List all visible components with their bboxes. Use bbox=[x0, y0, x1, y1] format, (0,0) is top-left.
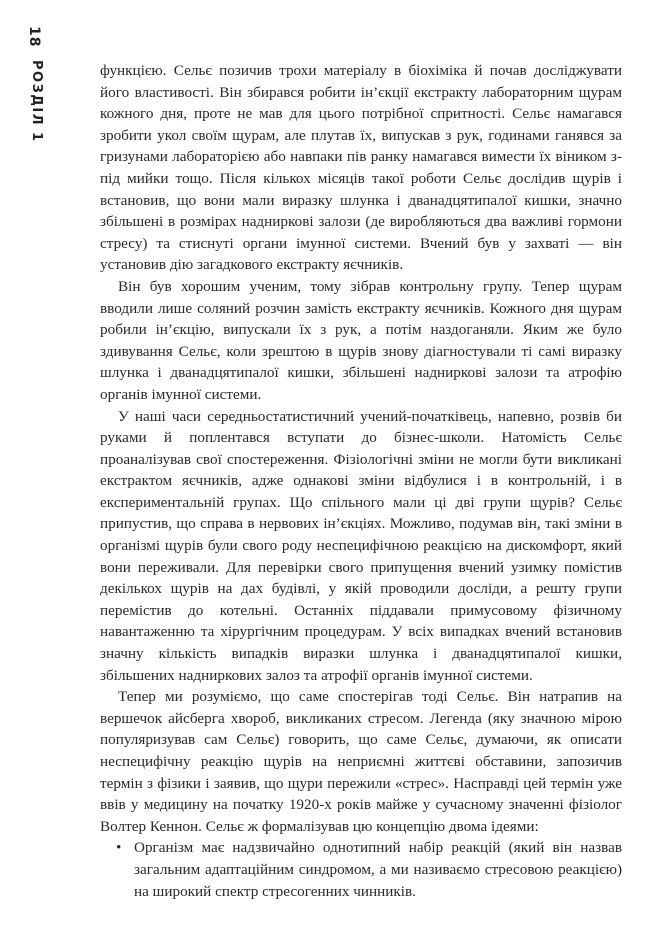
paragraph-3: У наші часи середньостатистичний учений-початківець, напевно, розвів би руками й поплентався вступати до бізнес-школи. Натомість Сельє проаналізував свої спостереження. Фізіологічні зміни не могли бути викликані екстрактом яєчників, адже однакові зміни відбулися і в контрольній, і в експериментальній групах. Що спільного мали ці дві групи щурів? Сельє припустив, що справа в нервових ін’єкціях. Можливо, подумав він, такі зміни в організмі щурів були свого роду неспецифічною реакцією на дискомфорт, який вони переживали. Для перевірки свого припущення вчений узимку помістив декількох щурів на дах будівлі, у якій проводили досліди, а решту групи перемістив до котельні. Останніх піддавали примусовому фізичному навантаженню та хірургічним процедурам. У всіх випадках вчений встановив значну кількість випадків виразки шлунка і дванадцятипалої кишки, збільшених надниркових залоз та атрофії органів імунної системи. bbox=[100, 407, 622, 684]
bullet-list bbox=[100, 837, 622, 902]
text-body bbox=[100, 60, 622, 902]
bullet-item bbox=[100, 837, 622, 902]
section-label: РОЗДІЛ 1 bbox=[29, 60, 44, 143]
page-number: 18 bbox=[26, 26, 42, 48]
paragraph-2: Він був хорошим ученим, тому зібрав контрольну групу. Тепер щурам вводили лише соляний розчин замість екстракту яєчників. Кожного дня щурам робили ін’єкцію, випускали їх з рук, а потім наздоганяли. Яким же було здивування Сельє, коли зрештою в щурів знову діагностували ті самі виразку шлунка і дванадцятипалої кишки, збільшені надниркові залози та атрофію органів імунної системи. bbox=[100, 277, 622, 403]
paragraph-4: Тепер ми розуміємо, що саме спостерігав тоді Сельє. Він натрапив на вершечок айсберга хвороб, викликаних стресом. Легенда (яку значною мірою популяризував сам Сельє) говорить, що саме Сельє, думаючи, як описати неспецифічну реакцію щурів на неприємні життєві обставини, запозичив термін з фізики і заявив, що щури пережили «стрес». Насправді цей термін уже ввів у медицину на початку 1920-х років майже у сучасному значенні фізіолог Волтер Кеннон. Сельє ж формалізував цю концепцію двома ідеями: bbox=[100, 688, 622, 835]
bullet-text: Організм має надзвичайно однотипний набір реакцій (який він назвав загальним адаптаційним синдромом, а ми називаємо стресовою реакцією) на широкий спектр стресогенних чинників. bbox=[134, 839, 622, 900]
paragraph-1: функцією. Сельє позичив трохи матеріалу в біохіміка й почав досліджувати його властивості. Він збирався робити ін’єкції екстракту лабораторним щурам кожного дня, проте не мав для цього потрібної спритності. Сельє намагався зробити укол своїм щурам, але плутав їх, випускав з рук, годинами ганявся за гризунами лабораторією або навпаки пів ранку намагався вимести їх віником з-під мийки тощо. Після кількох місяців такої роботи Сельє дослідив щурів і встановив, що вони мали виразку шлунка і дванадцятипалої кишки, значно збільшені в розмірах надниркові залози (де виробляються два важливі гормони стресу) та стиснуті органи імунної системи. Вчений був у захваті — він установив дію загадкового екстракту яєчників. bbox=[100, 62, 622, 274]
bullet-icon: • bbox=[116, 839, 122, 857]
